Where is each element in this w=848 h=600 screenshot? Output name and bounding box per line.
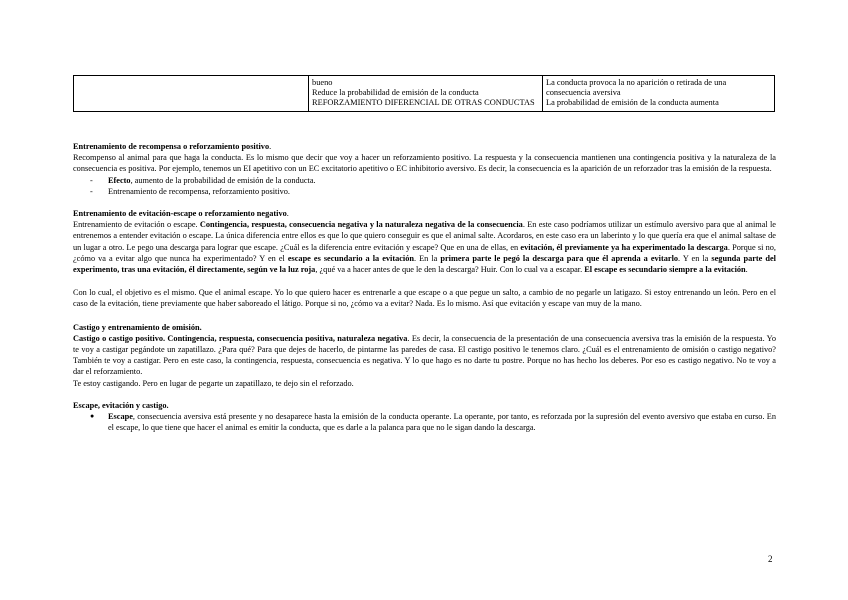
section-heading-castigo: Castigo y entrenamiento de omisión. <box>73 322 202 332</box>
cell-line: REFORZAMIENTO DIFERENCIAL DE OTRAS CONDUCTAS <box>312 98 535 108</box>
dash-list <box>73 175 776 197</box>
section-heading-recompensa <box>73 141 776 152</box>
text: Entrenamiento de evitación o escape. <box>73 220 200 230</box>
text: , consecuencia aversiva está presente y no desaparece hasta la emisión de la conducta operante. La operante, por tanto, es reforzada por la supresión del evento aversivo que estaba en curso. En el escape, lo que tiene que hacer el animal es emitir la conducta, que es darle a la palanca para que no le sigan dando la descarga. <box>108 412 776 433</box>
summary-table <box>73 75 775 112</box>
text: Entrenamiento de recompensa, reforzamiento positivo. <box>108 186 291 196</box>
cell-line: bueno <box>312 78 333 87</box>
text: . En este caso podríamos utilizar un estímulo aversivo para que al animal le entrenemos a entender evitación o escape. La única diferencia entre ellos es que lo que quiero conseguir es que el animal salte. Acordaros, en este caso era un laberinto y lo que quería era que el animal saltase de un lugar a otro. Le pego una descarga para lograr que escape. ¿Cuál es la diferencia entre evitación y escape? Que en una de ellas, en <box>73 220 776 252</box>
text: , ¿qué va a hacer antes de que le den la descarga? Huir. Con lo cual va a escapar. <box>315 265 585 275</box>
bold-text: evitación, él previamente ya ha experimentado la descarga <box>520 242 728 252</box>
bullet-list <box>73 411 776 433</box>
table-row <box>74 76 775 112</box>
bold-text: segunda parte del experimento, tras una evitación, él directamente, según ve la luz roja <box>73 253 776 275</box>
bold-text: Escape <box>108 412 133 422</box>
table-cell-middle <box>309 76 543 112</box>
heading-text: Entrenamiento de recompensa o reforzamiento positivo <box>73 142 270 151</box>
text: . <box>745 265 748 275</box>
bold-text: Efecto <box>108 175 131 185</box>
bold-text: escape es secundario a la evitación <box>287 253 414 263</box>
table-cell-right <box>543 76 775 112</box>
table-cell-empty <box>74 76 309 112</box>
text: . Es decir, la consecuencia de la presentación de una consecuencia aversiva tras la emisión de la respuesta. Yo te voy a castigar pegándote un zapatillazo. ¿Para qué? Para que dejes de hacerlo, de pintarme las paredes de casa. El castigo positivo le tenemos claro. ¿Cuál es el entrenamiento de omisión o castigo negativo? También te voy a castigar. Pero en este caso, la contingencia, respuesta, consecuencia es negativa. Y lo que hago es no darte tu postre. Porque no has hecho los deberes. Por eso es castigo negativo. No te voy a dar el reforzamiento. <box>73 333 776 377</box>
heading-end: . <box>269 142 272 151</box>
list-item <box>90 175 776 186</box>
paragraph <box>73 333 776 378</box>
text: . Porque si no, ¿cómo va a evitar algo que nunca ha experimentado? Y en el <box>73 242 776 263</box>
section-heading-escape: Escape, evitación y castigo. <box>73 400 169 410</box>
bold-text: El escape es secundario siempre a la evitación <box>584 265 746 275</box>
paragraph: Recompenso al animal para que haga la conducta. Es lo mismo que decir que voy a hacer un reforzamiento positivo. La respuesta y la consecuencia mantienen una contingencia positiva y la naturaleza de la consecuencia es positiva. Por ejemplo, tenemos un EI apetitivo con un EC excitatorio apetitivo o EC inhibitorio aversivo. Es decir, la consecuencia es la aparición de un reforzador tras la emisión de la respuesta. <box>73 153 776 174</box>
heading-text: Entrenamiento de evitación-escape o reforzamiento negativo <box>73 209 287 219</box>
text: , aumento de la probabilidad de emisión de la conducta. <box>130 175 316 185</box>
list-item <box>90 186 776 197</box>
dash-marker: - <box>90 175 93 185</box>
cell-line: La conducta provoca la no aparición o retirada de una consecuencia aversiva <box>546 78 727 98</box>
paragraph: Con lo cual, el objetivo es el mismo. Que el animal escape. Yo lo que quiero hacer es entrenarle a que escape o a que pegue un salto, a cambio de no pegarle un latigazo. Si estoy entrenando un león. Pero en el caso de la evitación, tiene previamente que haber saboreado el látigo. Porque si no, ¿cómo va a evitar? Nada. Es lo mismo. Así que evitación y escape van muy de la mano. <box>73 288 776 309</box>
paragraph <box>73 219 776 275</box>
heading-end: . <box>286 209 289 219</box>
dash-marker: - <box>90 186 93 196</box>
document-body <box>73 141 776 433</box>
bold-text: Castigo o castigo positivo. Contingencia, respuesta, consecuencia positiva, naturaleza negativa <box>73 333 408 343</box>
cell-line: La probabilidad de emisión de la conducta aumenta <box>546 98 719 108</box>
section-heading-evitacion <box>73 208 776 219</box>
page-number: 2 <box>768 554 773 564</box>
paragraph: Te estoy castigando. Pero en lugar de pegarte un zapatillazo, te dejo sin el reforzado. <box>73 378 354 388</box>
bold-text: Contingencia, respuesta, consecuencia negativa y la naturaleza negativa de la consecuencia <box>199 220 523 230</box>
bold-text: primera parte le pegó la descarga para que él aprenda a evitarlo <box>440 253 679 263</box>
text: . Y en la <box>678 253 712 263</box>
cell-line: Reduce la probabilidad de emisión de la conducta <box>312 88 479 98</box>
text: . En la <box>414 253 441 263</box>
bullet-marker: ● <box>90 412 95 421</box>
list-item <box>89 411 776 433</box>
